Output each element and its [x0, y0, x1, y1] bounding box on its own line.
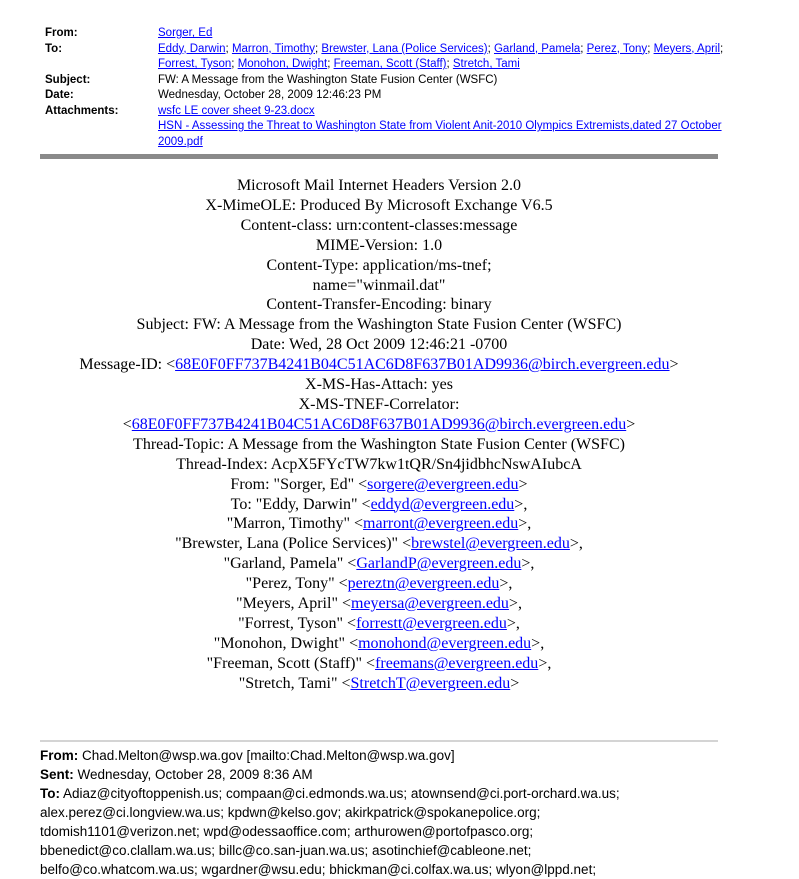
- text-segment: Thread-Index: AcpX5FYcTW7kw1tQR/Sn4jidbhcNswAIubcA: [176, 455, 582, 473]
- text-segment: Adiaz@cityoftoppenish.us; compaan@ci.edmonds.wa.us; atownsend@ci.port-orchard.wa.us;: [60, 786, 620, 801]
- text-segment: Subject: FW: A Message from the Washington State Fusion Center (WSFC): [136, 316, 622, 334]
- text-segment: Wednesday, October 28, 2009 8:36 AM: [73, 767, 313, 782]
- recipient-link[interactable]: Perez, Tony: [586, 42, 648, 55]
- text-segment: ;: [327, 58, 334, 70]
- internet-header-line: [40, 256, 718, 276]
- attachment-link[interactable]: HSN - Assessing the Threat to Washington State from Violent Anit-2010 Olympics Extremists,dated 27 October: [158, 120, 722, 132]
- recipient-link[interactable]: Garland, Pamela: [493, 42, 581, 55]
- text-segment: >: [626, 415, 636, 433]
- text-segment: >: [669, 356, 679, 374]
- envelope-row-attachments: [45, 104, 721, 151]
- internet-header-line: [40, 295, 718, 315]
- text-segment: <: [122, 415, 132, 433]
- sender-link[interactable]: Sorger, Ed: [158, 27, 213, 39]
- internet-header-line: [40, 594, 718, 614]
- text-segment: ;: [231, 58, 238, 70]
- email-address-link[interactable]: 68E0F0FF737B4241B04C51AC6D8F637B01AD9936@birch.evergreen.edu: [175, 356, 670, 374]
- recipient-link[interactable]: Meyers, April: [653, 42, 721, 55]
- recipient-link[interactable]: Stretch, Tami: [452, 58, 520, 70]
- text-segment: X-MimeOLE: Produced By Microsoft Exchange V6.5: [205, 196, 553, 214]
- text-segment: belfo@co.whatcom.wa.us; wgardner@wsu.edu; bhickman@ci.colfax.wa.us; wlyon@lppd.net;: [40, 862, 597, 877]
- field-value-line: [158, 88, 721, 104]
- text-segment: Content-Type: application/ms-tnef;: [266, 256, 492, 274]
- text-segment: >: [518, 475, 528, 493]
- field-value-line: [158, 104, 722, 120]
- forwarded-header-line: [40, 765, 740, 784]
- text-segment: Date: Wed, 28 Oct 2009 12:46:21 -0700: [250, 336, 508, 354]
- internet-header-line: [40, 634, 718, 654]
- text-segment: "Brewster, Lana (Police Services)" <: [175, 535, 412, 553]
- field-value-line: [158, 57, 723, 73]
- internet-header-line: [40, 514, 718, 534]
- text-segment: MIME-Version: 1.0: [315, 236, 443, 254]
- field-value-line: [158, 135, 722, 151]
- internet-header-line: [40, 395, 718, 415]
- email-address-link[interactable]: meyersa@evergreen.edu: [351, 595, 509, 613]
- forwarded-header-line: [40, 803, 740, 822]
- attachment-link[interactable]: wsfc LE cover sheet 9-23.docx: [158, 104, 315, 117]
- forwarded-header-line: [40, 784, 740, 803]
- internet-header-line: [40, 415, 718, 435]
- email-address-link[interactable]: 68E0F0FF737B4241B04C51AC6D8F637B01AD9936@birch.evergreen.edu: [131, 415, 627, 433]
- attachment-link[interactable]: 2009.pdf: [158, 135, 203, 148]
- text-segment: "Forrest, Tyson" <: [238, 614, 357, 632]
- text-segment: From: "Sorger, Ed" <: [230, 475, 368, 493]
- internet-header-line: [40, 216, 718, 236]
- field-value-subject: [158, 73, 721, 89]
- recipient-link[interactable]: Freeman, Scott (Staff): [333, 58, 447, 70]
- envelope-row-to: [45, 42, 724, 73]
- recipient-link[interactable]: Forrest, Tyson: [158, 58, 232, 70]
- internet-header-line: [40, 614, 718, 634]
- text-segment: FW: A Message from the Washington State Fusion Center (WSFC): [158, 73, 498, 86]
- text-segment: Thread-Topic: A Message from the Washington State Fusion Center (WSFC): [133, 435, 625, 453]
- text-segment: ;: [720, 42, 724, 55]
- forwarded-header-line: [40, 860, 740, 879]
- text-segment: Wednesday, October 28, 2009 12:46:23 PM: [158, 89, 382, 101]
- internet-header-line: [40, 236, 718, 256]
- text-segment: >,: [508, 595, 522, 613]
- email-address-link[interactable]: forrestt@evergreen.edu: [356, 614, 507, 632]
- internet-header-line: [40, 375, 718, 395]
- field-label-attachments: Attachments:: [45, 104, 119, 117]
- text-segment: tdomish1101@verizon.net; wpd@odessaoffice.com; arthurowen@portofpasco.org;: [40, 824, 534, 839]
- recipient-link[interactable]: Eddy, Darwin: [158, 42, 226, 55]
- field-label-to: To:: [45, 42, 63, 55]
- internet-header-line: [40, 554, 718, 574]
- internet-header-line: [40, 335, 718, 355]
- text-segment: alex.perez@ci.longview.wa.us; kpdwn@kelso.gov; akirkpatrick@spokanepolice.org;: [40, 805, 541, 820]
- forwarded-message-header: [40, 746, 740, 879]
- email-address-link[interactable]: pereztn@evergreen.edu: [347, 575, 500, 593]
- section-divider-bar: [40, 154, 718, 159]
- field-value-line: [158, 119, 722, 135]
- internet-header-line: [40, 355, 718, 375]
- internet-header-line: [40, 176, 718, 196]
- envelope-row-from: [45, 26, 721, 42]
- text-segment: "Monohon, Dwight" <: [213, 634, 359, 652]
- text-segment: Message-ID: <: [79, 356, 176, 374]
- text-segment: "Freeman, Scott (Staff)" <: [206, 654, 376, 672]
- internet-header-line: [40, 196, 718, 216]
- text-segment: Microsoft Mail Internet Headers Version 2.0: [236, 177, 522, 194]
- internet-header-line: [40, 674, 718, 694]
- text-segment: "Marron, Timothy" <: [226, 515, 364, 533]
- text-segment: >,: [514, 495, 528, 513]
- text-segment: ;: [446, 58, 453, 70]
- internet-header-line: [40, 475, 718, 495]
- envelope-row-subject: [45, 73, 721, 89]
- text-segment: >,: [531, 634, 545, 652]
- text-segment: X-MS-Has-Attach: yes: [305, 376, 453, 394]
- text-segment: bbenedict@co.clallam.wa.us; billc@co.san-juan.wa.us; asotinchief@cableone.net;: [40, 843, 532, 858]
- text-segment: ;: [225, 42, 232, 55]
- text-segment: "Stretch, Tami" <: [238, 674, 351, 692]
- field-value-from: [158, 26, 721, 42]
- internet-header-line: [40, 455, 718, 475]
- email-address-link[interactable]: sorgere@evergreen.edu: [367, 475, 519, 493]
- recipient-link[interactable]: Brewster, Lana (Police Services): [321, 42, 488, 55]
- field-value-line: [158, 42, 723, 58]
- forwarded-divider-line: [40, 740, 718, 742]
- text-segment: Content-class: urn:content-classes:message: [240, 216, 518, 234]
- email-address-link[interactable]: marront@evergreen.edu: [363, 515, 519, 533]
- text-segment: >,: [506, 614, 520, 632]
- text-segment: ;: [315, 42, 322, 55]
- field-label: From:: [40, 748, 79, 763]
- field-label-subject: Subject:: [45, 73, 91, 86]
- text-segment: Chad.Melton@wsp.wa.gov [mailto:Chad.Melton@wsp.wa.gov]: [78, 748, 455, 763]
- email-address-link[interactable]: freemans@evergreen.edu: [375, 654, 539, 672]
- field-value-attachments: [158, 104, 722, 151]
- text-segment: ;: [580, 42, 587, 55]
- internet-header-line: [40, 534, 718, 554]
- text-segment: ;: [487, 42, 494, 55]
- field-value-date: [158, 88, 721, 104]
- email-address-link[interactable]: StretchT@evergreen.edu: [350, 674, 511, 692]
- internet-header-line: [40, 315, 718, 335]
- text-segment: ;: [647, 42, 654, 55]
- field-label-from: From:: [45, 27, 78, 39]
- text-segment: >,: [569, 535, 583, 553]
- text-segment: Content-Transfer-Encoding: binary: [266, 296, 492, 314]
- field-label: To:: [40, 786, 60, 801]
- text-segment: "Perez, Tony" <: [245, 575, 348, 593]
- field-value-line: [158, 26, 721, 42]
- recipient-link[interactable]: Monohon, Dwight: [237, 58, 328, 70]
- text-segment: >,: [518, 515, 532, 533]
- text-segment: >,: [538, 654, 552, 672]
- email-address-link[interactable]: monohond@evergreen.edu: [358, 634, 532, 652]
- internet-header-line: [40, 276, 718, 296]
- text-segment: To: "Eddy, Darwin" <: [230, 495, 371, 513]
- field-label: Sent:: [40, 767, 74, 782]
- text-segment: "Meyers, April" <: [236, 595, 351, 613]
- internet-header-line: [40, 435, 718, 455]
- field-value-to: [158, 42, 723, 73]
- field-value-line: [158, 73, 721, 89]
- email-address-link[interactable]: brewstel@evergreen.edu: [411, 535, 570, 553]
- text-segment: >,: [499, 575, 513, 593]
- text-segment: "Garland, Pamela" <: [223, 555, 357, 573]
- text-segment: >,: [521, 555, 535, 573]
- internet-headers-block: [40, 176, 718, 694]
- text-segment: X-MS-TNEF-Correlator:: [298, 395, 460, 413]
- internet-header-line: [40, 654, 718, 674]
- forwarded-header-line: [40, 746, 740, 765]
- envelope-header: [45, 26, 724, 150]
- field-label-date: Date:: [45, 89, 74, 101]
- email-address-link[interactable]: eddyd@evergreen.edu: [370, 495, 515, 513]
- forwarded-header-line: [40, 822, 740, 841]
- internet-header-line: [40, 574, 718, 594]
- envelope-row-date: [45, 88, 721, 104]
- forwarded-header-line: [40, 841, 740, 860]
- email-address-link[interactable]: GarlandP@evergreen.edu: [356, 555, 522, 573]
- text-segment: >: [510, 674, 520, 692]
- text-segment: name="winmail.dat": [312, 276, 446, 294]
- internet-header-line: [40, 495, 718, 515]
- recipient-link[interactable]: Marron, Timothy: [231, 42, 316, 55]
